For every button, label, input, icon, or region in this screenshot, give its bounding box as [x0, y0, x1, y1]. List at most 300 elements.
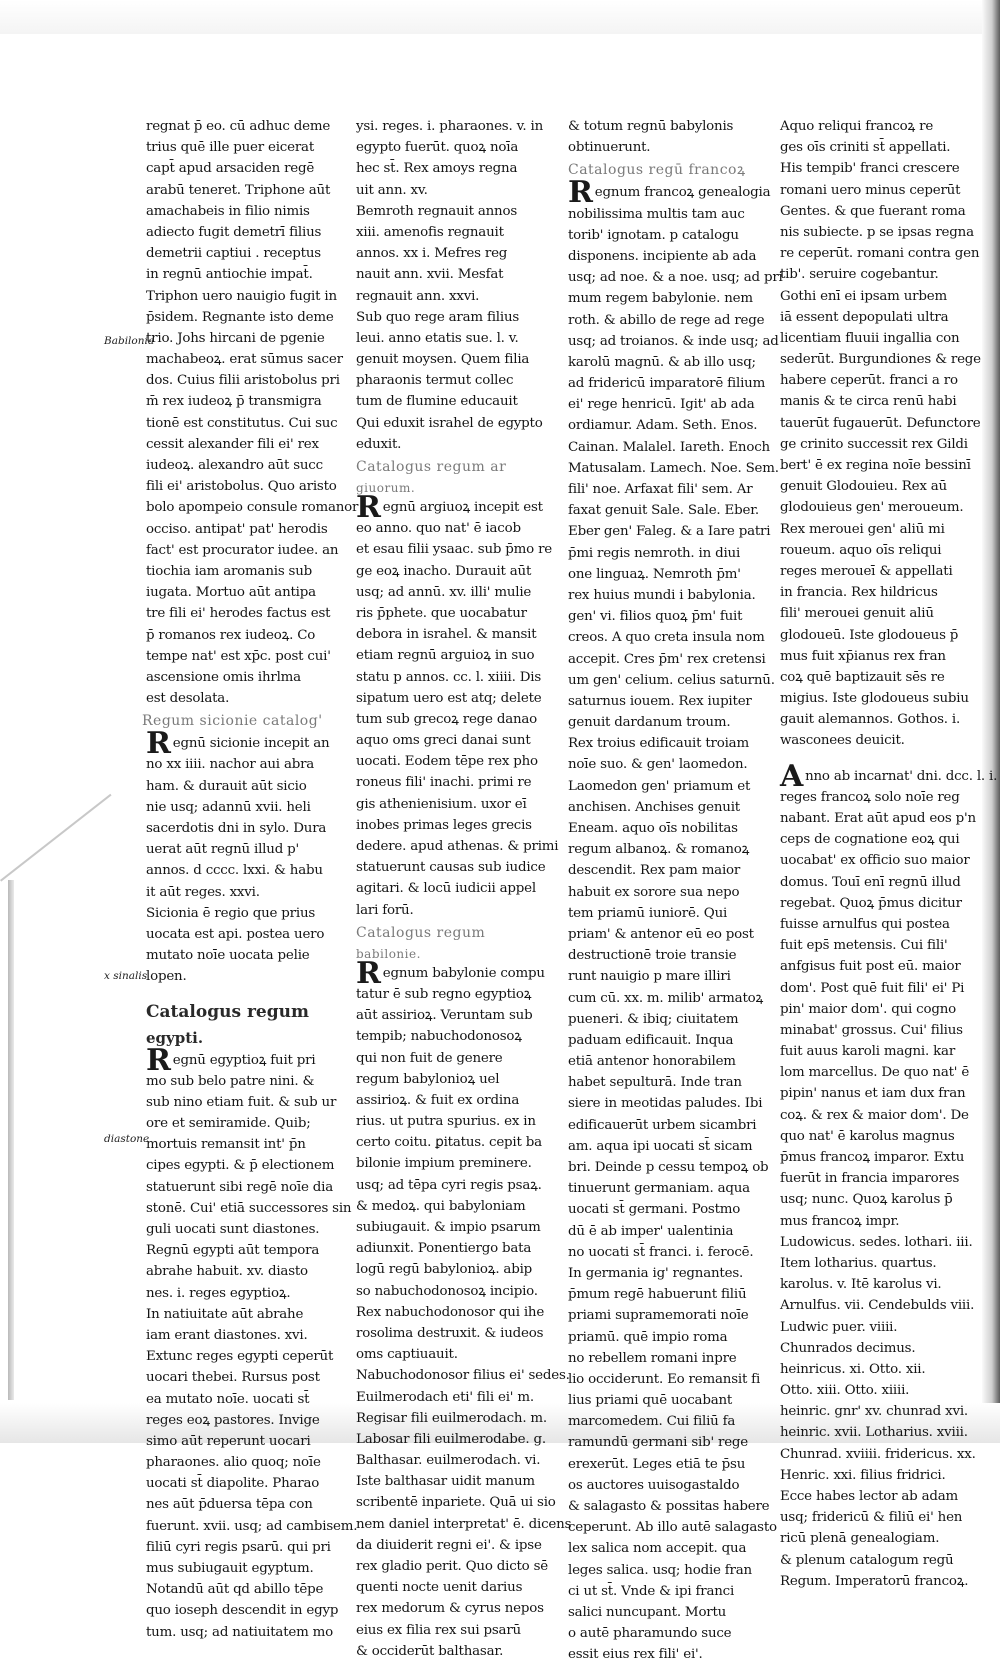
manuscript-line: dom'. Post quē fuit fili' ei' Pi: [780, 980, 965, 996]
margin-note-sinalis: x sinalis: [104, 970, 148, 982]
manuscript-line: Ludwic puer. viiii.: [780, 1319, 898, 1335]
manuscript-line: minabat' grossus. Cui' filius: [780, 1022, 963, 1038]
manuscript-line: Laomedon gen' priamum et: [568, 778, 751, 794]
manuscript-line: tum de flumine educauit: [356, 394, 518, 410]
manuscript-line: no rebellem romani inpre: [568, 1350, 737, 1366]
manuscript-line: tauerūt fugauerūt. Defunctore: [780, 415, 981, 431]
manuscript-line: p̄mum regē habuerunt filiū: [568, 1287, 747, 1303]
manuscript-line: faxat genuit Sale. Sale. Eber.: [568, 503, 759, 519]
manuscript-line: genuit moysen. Quem filia: [356, 352, 530, 368]
heading-catalogus-francorum: Catalogus regū francoꝝ: [568, 162, 746, 179]
manuscript-line: uocabat' ex officio suo maior: [780, 853, 970, 869]
manuscript-line: Notandū aūt qd abillo tēpe: [146, 1582, 324, 1598]
manuscript-line: ris p̄phete. que uocabatur: [356, 605, 527, 621]
manuscript-line: karolus. v. Itē karolus vi.: [780, 1277, 942, 1293]
manuscript-line: edificauerūt urbem sicambri: [568, 1117, 757, 1133]
manuscript-line: Extunc reges egypti ceperūt: [146, 1349, 334, 1365]
manuscript-line: in francia. Rex hildricus: [780, 585, 938, 601]
manuscript-line: torib' ignotam. p catalogu: [568, 227, 739, 243]
manuscript-line: gen' vi. filios quoꝝ p̄m' fuit: [568, 609, 743, 625]
manuscript-line: Chunrados decimus.: [780, 1340, 916, 1356]
manuscript-line: roneus fili' inachi. primi re: [356, 775, 532, 791]
manuscript-line-text: egnū egyptioꝝ fuit pri: [172, 1052, 316, 1068]
decorated-initial: A: [780, 758, 804, 794]
manuscript-line: [568, 175, 771, 211]
manuscript-line: fact' est procurator iudee. an: [146, 542, 339, 558]
manuscript-line: anchisen. Anchises genuit: [568, 799, 740, 815]
manuscript-line: leges salica. usq; hodie fran: [568, 1562, 752, 1578]
manuscript-line: so nabuchodonosoꝝ incipio.: [356, 1283, 538, 1299]
manuscript-line: salici nuncupant. Mortu: [568, 1604, 727, 1620]
manuscript-line: regnauit ann. xxvi.: [356, 288, 480, 304]
manuscript-line: Eneam. aquo oīs nobilitas: [568, 821, 738, 836]
manuscript-line: Gentes. & que fuerant roma: [780, 203, 966, 219]
manuscript-line: pharaones. alio quoq; noīe: [146, 1455, 321, 1471]
manuscript-line: quo ioseph descendit in egyp: [146, 1603, 339, 1619]
text-column-1: [142, 116, 359, 1643]
manuscript-line: [356, 955, 554, 991]
manuscript-line: Henric. xxi. filius fridrici.: [780, 1467, 946, 1483]
manuscript-line: genuit dardanum troum.: [568, 715, 731, 731]
manuscript-line: mus fuit xp̄ianus rex fran: [780, 648, 946, 664]
manuscript-line: cipes egypti. & p̄ electionem: [146, 1158, 335, 1174]
manuscript-line: marcomedem. Cui filiū fa: [568, 1414, 736, 1430]
manuscript-line: nes. i. reges egyptioꝝ.: [146, 1285, 291, 1301]
manuscript-line: uocati st̄ diapolite. Pharao: [146, 1476, 320, 1492]
manuscript-line: lopen.: [146, 969, 187, 985]
manuscript-line: mo sub belo patre nini. &: [146, 1073, 315, 1089]
manuscript-line: iam erant diastones. xvi.: [146, 1327, 308, 1343]
manuscript-line: it aūt reges. xxvi.: [146, 884, 260, 900]
manuscript-line: tatur ē sub regno egyptioꝝ: [356, 986, 532, 1002]
manuscript-line: bolo apompeio consule romanor: [146, 500, 359, 516]
manuscript-line: Gothi enī ei ipsam urbem: [780, 288, 947, 304]
manuscript-line: gis athenienisium. uxor eī: [356, 796, 527, 812]
margin-note-diastone: diastone: [104, 1133, 150, 1145]
manuscript-line: Iste balthasar uidit manum: [356, 1474, 535, 1490]
manuscript-line: abrahe habuit. xv. diasto: [146, 1264, 308, 1280]
manuscript-line: mortuis remansit int' p̄n: [146, 1137, 306, 1153]
manuscript-line: usq; ad noe. & a noe. usq; ad pri: [568, 270, 783, 286]
manuscript-line: leui. anno etatis sue. l. v.: [356, 330, 519, 346]
manuscript-line: fili' noe. Arfaxat fili' sem. Ar: [568, 482, 753, 497]
manuscript-line: mus subiugauit egyptum.: [146, 1561, 314, 1576]
manuscript-line: Sicionia ē regio que prius: [146, 905, 316, 921]
decorated-initial: R: [146, 726, 171, 762]
col4-block-a: [780, 116, 981, 752]
manuscript-line: statu p annos. cc. l. xiiii. Dis: [356, 669, 541, 685]
manuscript-line: [146, 726, 348, 762]
manuscript-line: dos. Cuius filii aristobolus pri: [146, 373, 340, 389]
margin-note-babilonia: Babilonia: [104, 335, 155, 347]
manuscript-line: statuerunt sibi regē noīe dia: [146, 1179, 333, 1195]
manuscript-line: Arnulfus. vii. Cendebulds viii.: [780, 1298, 975, 1314]
manuscript-line: ham. & durauit aūt sicio: [146, 778, 307, 794]
manuscript-line: usq; ad tēpa cyri regis psaꝝ.: [356, 1177, 542, 1193]
manuscript-line: est desolata.: [146, 691, 230, 707]
manuscript-line: pipin' nanus et iam dux fran: [780, 1086, 966, 1102]
manuscript-line: adiunxit. Ponentiergo bata: [356, 1241, 532, 1257]
manuscript-line: habuit ex sorore sua nepo: [568, 884, 740, 900]
manuscript-line: rosolima destruxit. & iudeos: [356, 1325, 544, 1341]
manuscript-line: & totum regnū babylonis: [568, 119, 734, 134]
manuscript-line-text: egnum babylonie compu: [382, 965, 545, 981]
manuscript-line: gauit alemannos. Gothos. i.: [780, 712, 961, 728]
manuscript-line: In germania ig' regnantes.: [568, 1265, 744, 1281]
manuscript-line: nauit ann. xvii. Mesfat: [356, 267, 504, 283]
page-edge-right: [982, 0, 1000, 1443]
heading-catalogus-argiuorum-2: giuorum.: [356, 481, 416, 495]
manuscript-line: debora in israhel. & mansit: [356, 627, 537, 643]
manuscript-line: fili ei' aristobolus. Quo aristo: [146, 479, 337, 495]
manuscript-line: Euilmerodach eti' fili ei' m.: [356, 1389, 534, 1405]
manuscript-line: usq; ad annū. xv. illi' mulie: [356, 584, 532, 600]
manuscript-line: m̄ rex iudeoꝝ p̄ transmigra: [146, 394, 322, 410]
manuscript-line: His tempib' franci crescere: [780, 161, 960, 177]
manuscript-line: tem priamū iuniorē. Qui: [568, 905, 728, 921]
heading-catalogus-babilonie-2: babilonie.: [356, 946, 421, 961]
heading-catalogus-egypti: Catalogus regum: [146, 1001, 309, 1022]
manuscript-line: fili' merouei genuit aliū: [780, 606, 934, 622]
heading-regum-sicionie: Regum sicionie catalog': [142, 713, 323, 730]
manuscript-line: romani uero minus ceperūt: [780, 182, 961, 198]
col3-block-b: [568, 175, 783, 1665]
manuscript-line: no xx iiii. nachor aui abra: [146, 757, 315, 773]
manuscript-line: rex medorum & cyrus nepos: [356, 1601, 544, 1617]
manuscript-line: Rex troius edificauit troiam: [568, 736, 749, 752]
col3-block-a: [568, 116, 768, 158]
manuscript-line: filiū cyri regis psarū. qui pri: [146, 1539, 331, 1555]
manuscript-line: mum regem babylonie. nem: [568, 291, 753, 307]
manuscript-line: fuit auus karoli magni. kar: [780, 1044, 956, 1060]
manuscript-line: nis subiecte. p se ipsas regna: [780, 224, 974, 240]
manuscript-line: disponens. incipiente ab ada: [568, 248, 757, 264]
manuscript-line: obtinuerunt.: [568, 140, 651, 156]
manuscript-line: roth. & abillo de rege ad rege: [568, 312, 765, 328]
manuscript-line: o autē pharamundo suce: [568, 1626, 732, 1642]
manuscript-line: heinric. xvii. Lotharius. xviii.: [780, 1425, 968, 1441]
manuscript-line-text: nno ab incarnat' dni. dcc. l. i.: [805, 768, 998, 784]
col2-block-c: [356, 955, 572, 1662]
manuscript-line: usq; nunc. Quoꝝ karolus p̄: [780, 1192, 953, 1208]
col1-block-c: [146, 1042, 358, 1643]
manuscript-line: hec st̄. Rex amoys regna: [356, 161, 518, 177]
manuscript-line: arabū teneret. Triphone aūt: [146, 182, 331, 198]
col1-block-b: [146, 726, 348, 987]
manuscript-line: uerat aūt regnū illud p': [146, 842, 299, 858]
manuscript-line: dedere. apud athenas. & primi: [356, 839, 559, 854]
manuscript-line: lom marcellus. De quo nat' ē: [780, 1065, 970, 1081]
manuscript-line: roueum. aquo oīs reliqui: [780, 542, 942, 558]
manuscript-line: trio. Johs hircani de pgenie: [146, 330, 325, 346]
manuscript-line: uocari thebei. Rursus post: [146, 1370, 320, 1386]
manuscript-line: ordiamur. Adam. Seth. Enos.: [568, 418, 758, 434]
manuscript-line: uocata est api. postea uero: [146, 926, 325, 942]
decorated-initial: R: [356, 955, 381, 991]
heading-catalogus-argiuorum: Catalogus regum ar: [356, 459, 507, 475]
manuscript-line: reges meroueī & appellati: [780, 563, 953, 579]
manuscript-line: habere ceperūt. franci a ro: [780, 373, 958, 389]
manuscript-line: pharaonis termut collec: [356, 373, 514, 389]
manuscript-line: ceperunt. Ab illo autē salagasto: [568, 1520, 777, 1536]
manuscript-line: & medoꝝ. qui babyloniam: [356, 1198, 526, 1214]
manuscript-line: in regnū antiochie impat̄.: [146, 267, 313, 283]
manuscript-line: & plenum catalogum regū: [780, 1552, 954, 1568]
manuscript-line: ge crinito successit rex Gildi: [780, 436, 968, 452]
fold-crease: [0, 794, 112, 882]
manuscript-line: tionē est constitutus. Cui suc: [146, 415, 338, 431]
manuscript-line: simo aūt reperunt uocari: [146, 1433, 311, 1449]
manuscript-line: Cainan. Malalel. Iareth. Enoch: [568, 439, 770, 455]
manuscript-line: inobes primas leges grecis: [356, 817, 532, 833]
manuscript-line: p̄mus francoꝝ imparor. Extu: [780, 1150, 965, 1165]
manuscript-line: Triphon uero nauigio fugit in: [146, 288, 337, 304]
manuscript-line: coꝝ. & rex & maior dom'. De: [780, 1107, 969, 1123]
manuscript-line: sipatum uero est atq; delete: [356, 690, 542, 706]
manuscript-line: reges eoꝝ pastores. Invige: [146, 1412, 320, 1428]
manuscript-line: migius. Iste glodoueus subiu: [780, 691, 969, 707]
col2-block-a: [356, 116, 554, 455]
manuscript-line: descendit. Rex pam maior: [568, 863, 741, 879]
manuscript-line: [356, 490, 554, 525]
manuscript-line: nes aūt p̄duersa tēpa con: [146, 1497, 313, 1513]
manuscript-line: priamū. quē impio roma: [568, 1329, 728, 1345]
manuscript-line: sacerdotis dni in sylo. Dura: [146, 821, 327, 836]
manuscript-line: tib'. seruire cogebantur.: [780, 267, 939, 283]
manuscript-line: pueneri. & ibiq; ciuitatem: [568, 1011, 739, 1027]
manuscript-line: Chunrad. xviiii. fridericus. xx.: [780, 1446, 976, 1462]
manuscript-line: anfgisus fuit post eū. maior: [780, 959, 961, 975]
manuscript-line: tempe nat' est xp̄c. post cui': [146, 648, 331, 664]
page-edge-top: [0, 0, 1000, 34]
manuscript-line: uocati. Eodem tēpe rex pho: [356, 754, 538, 770]
manuscript-line: p̄sidem. Regnante isto deme: [146, 309, 334, 325]
manuscript-line: tempib; nabuchodonosoꝝ: [356, 1029, 522, 1045]
manuscript-line: Qui eduxit israhel de egypto: [356, 415, 543, 431]
manuscript-line: rex gladio perit. Quo dicto sē: [356, 1559, 548, 1574]
manuscript-line: domus. Touī enī regnū illud: [780, 874, 961, 890]
manuscript-line: tre fili ei' herodes factus est: [146, 606, 331, 622]
manuscript-line: adiecto fugit demetrī filius: [146, 224, 322, 240]
manuscript-line: essit eius rex fili' ei'.: [568, 1647, 703, 1663]
manuscript-line: eo anno. quo nat' ē iacob: [356, 521, 521, 537]
manuscript-line: Otto. xiii. Otto. xiiii.: [780, 1383, 910, 1399]
manuscript-line: annos. d cccc. lxxi. & habu: [146, 863, 323, 879]
manuscript-line: uocati st̄ germani. Postmo: [568, 1202, 741, 1218]
manuscript-line: regum babylonioꝝ uel: [356, 1071, 500, 1087]
manuscript-line: karolū magnū. & ab illo usq;: [568, 354, 756, 370]
manuscript-line: Matusalam. Lamech. Noe. Sem.: [568, 460, 779, 476]
manuscript-line: capt̄ apud arsaciden regē: [146, 161, 315, 177]
manuscript-line: certo coitu. ꝑitatus. cepit ba: [356, 1135, 542, 1151]
manuscript-line: egypto fuerūt. quoꝝ noīa: [356, 140, 519, 156]
manuscript-line: regnat p̄ eo. cū adhuc deme: [146, 119, 331, 134]
manuscript-line: cum cū. xx. m. milib' armatoꝝ: [568, 990, 764, 1006]
manuscript-line: In natiuitate aūt abrahe: [146, 1306, 304, 1322]
manuscript-line: sederūt. Burgundiones & rege: [780, 352, 981, 368]
manuscript-line: coꝝ quē baptizauit sēs re: [780, 669, 945, 685]
manuscript-line: uit ann. xv.: [356, 182, 428, 198]
manuscript-line: heinric. gnr' xv. chunrad xvi.: [780, 1404, 968, 1420]
manuscript-line: Regnū egypti aūt tempora: [146, 1243, 320, 1259]
manuscript-line: & occiderūt balthasar.: [356, 1643, 504, 1659]
manuscript-line: noīe suo. & gen' laomedon.: [568, 757, 748, 773]
col2-block-b: [356, 490, 559, 921]
manuscript-line: regum albanoꝝ. & romanoꝝ: [568, 842, 750, 858]
manuscript-line-text: egnū sicionie incepit an: [172, 736, 330, 752]
manuscript-line: qui non fuit de genere: [356, 1050, 503, 1066]
heading-catalogus-babilonie: Catalogus regum: [356, 924, 486, 941]
manuscript-line: assirioꝝ. & fuit ex ordina: [356, 1092, 520, 1108]
manuscript-line: paduam edificauit. Inqua: [568, 1032, 734, 1048]
manuscript-line: rex huius mundi i babylonia.: [568, 587, 756, 603]
manuscript-line: Rex merouei gen' aliū mi: [780, 521, 945, 537]
manuscript-line: lari forū.: [356, 902, 414, 918]
manuscript-line: ysi. reges. i. pharaones. v. in: [356, 119, 543, 134]
manuscript-line: wasconees deuicit.: [780, 733, 905, 749]
manuscript-line: ges oīs criniti st̄ appellati.: [780, 140, 951, 156]
manuscript-line: Sub quo rege aram filius: [356, 309, 520, 325]
manuscript-line: Rex nabuchodonosor qui ihe: [356, 1304, 545, 1320]
manuscript-line: genuit Glodouieu. Rex aū: [780, 479, 947, 495]
manuscript-line: am. aqua ipi uocati st̄ sicam: [568, 1138, 753, 1154]
manuscript-line: usq; fridericū & filiū ei' hen: [780, 1510, 963, 1526]
manuscript-line: tum. usq; ad natiuitatem mo: [146, 1624, 334, 1640]
manuscript-line: bert' ē ex regina noīe bessinī: [780, 458, 971, 473]
manuscript-line: p̄ romanos rex iudeoꝝ. Co: [146, 627, 316, 643]
manuscript-line: saturnus iouem. Rex iupiter: [568, 693, 752, 709]
manuscript-line: fuit eps̄ metensis. Cui fili': [780, 938, 948, 954]
manuscript-line: ea mutato noīe. uocati st̄: [146, 1391, 310, 1407]
manuscript-line: ore et semiramide. Quib;: [146, 1116, 311, 1132]
manuscript-line: one linguaꝝ. Nemroth p̄m': [568, 566, 741, 582]
manuscript-line: eduxit.: [356, 436, 402, 452]
manuscript-line: ge eoꝝ inacho. Durauit aūt: [356, 563, 532, 579]
manuscript-line: Nabuchodonosor filius ei' sedes.: [356, 1368, 570, 1384]
heading-catalogus-egypti-2: egypti.: [146, 1028, 204, 1047]
manuscript-line: aūt assirioꝝ. Veruntam sub: [356, 1008, 533, 1024]
decorated-initial: R: [568, 175, 593, 211]
manuscript-line: lio occiderunt. Eo remansit fi: [568, 1371, 761, 1387]
manuscript-line: aquo oms greci danai sunt: [356, 733, 531, 749]
manuscript-line-text: egnum francoꝝ genealogia: [594, 185, 771, 201]
manuscript-line: Regum. Imperatorū francoꝝ.: [780, 1573, 969, 1589]
manuscript-line: Ecce habes lector ab adam: [780, 1489, 959, 1504]
manuscript-line: siere in meotidas paludes. Ibi: [568, 1096, 763, 1112]
manuscript-line: subiugauit. & impio psarum: [356, 1220, 541, 1235]
manuscript-line: xiii. amenofis regnauit: [356, 224, 504, 240]
manuscript-line: accepit. Cres p̄m' rex cretensi: [568, 651, 766, 667]
manuscript-line: guli uocati sunt diastones.: [146, 1222, 320, 1237]
manuscript-line: cessit alexander fili ei' rex: [146, 436, 319, 452]
manuscript-line: lius priami quē uocabant: [568, 1393, 733, 1409]
manuscript-line: usq; ad troianos. & inde usq; ad: [568, 333, 779, 349]
text-column-4: [780, 116, 998, 1592]
manuscript-line: os auctores uuisogastaldo: [568, 1477, 740, 1493]
manuscript-line: Regisar fili euilmerodach. m.: [356, 1410, 547, 1426]
manuscript-line: trius quē ille puer eicerat: [146, 140, 314, 156]
manuscript-line: quenti nocte uenit darius: [356, 1580, 523, 1596]
manuscript-line: no uocati st̄ franci. i. ferocē.: [568, 1244, 754, 1260]
manuscript-line: tum sub grecoꝝ rege danao: [356, 711, 538, 727]
manuscript-line: re ceperūt. romani contra gen: [780, 246, 980, 262]
manuscript-line: iugata. Mortuo aūt antipa: [146, 585, 316, 601]
manuscript-line: priami supramemorati noīe: [568, 1308, 749, 1324]
manuscript-line: destructionē troie transie: [568, 948, 737, 964]
manuscript-line: bilonie impium preminere.: [356, 1156, 532, 1172]
manuscript-line: licentiam fluuii ingallia con: [780, 330, 960, 346]
manuscript-line: [146, 1042, 348, 1078]
manuscript-line: heinricus. xi. Otto. xii.: [780, 1361, 926, 1377]
manuscript-line: pin' maior dom'. qui cogno: [780, 1001, 956, 1017]
manuscript-line: Eber gen' Faleg. & a Iare patri: [568, 524, 771, 540]
manuscript-line: statuerunt causas sub iudice: [356, 860, 546, 876]
manuscript-line: annos. xx i. Mefres reg: [356, 246, 508, 262]
binding-gutter: [8, 880, 14, 1400]
manuscript-line: quo nat' ē karolus magnus: [780, 1128, 955, 1144]
manuscript-line: nem daniel interpretat' ē. dicens: [356, 1516, 572, 1532]
manuscript-line: rius. ut putra spurius. ex in: [356, 1114, 536, 1130]
manuscript-line: fuerūt in francia imparores: [780, 1171, 960, 1187]
manuscript-line: creos. A quo creta insula nom: [568, 630, 765, 646]
manuscript-line: ceps de cognatione eoꝝ qui: [780, 832, 960, 848]
manuscript-line: iā essent depopulati ultra: [780, 309, 949, 325]
manuscript-line: runt nauigio p mare illiri: [568, 969, 731, 985]
manuscript-line: dū ē ab imper' ualentinia: [568, 1223, 734, 1239]
manuscript-line: sub nino etiam fuit. & sub ur: [146, 1094, 337, 1110]
manuscript-line: um gen' celium. celius saturnū.: [568, 672, 775, 688]
manuscript-line: mutato noīe uocata pelie: [146, 948, 310, 964]
manuscript-line: tiochia iam aromanis sub: [146, 563, 313, 579]
col1-block-a: [146, 116, 359, 709]
manuscript-line: eius ex filia rex sui psarū: [356, 1622, 521, 1638]
manuscript-line: ci ut st̄. Vnde & ipi franci: [568, 1583, 735, 1599]
manuscript-line: ramundū germani sib' rege: [568, 1435, 749, 1451]
manuscript-line-text: egnū argiuoꝝ incepit est: [382, 500, 543, 515]
manuscript-line: iudeoꝝ. alexandro aūt succ: [146, 458, 323, 473]
manuscript-line: erexerūt. Leges etiā te p̄su: [568, 1456, 746, 1472]
manuscript-line: demetrii captiui . receptus: [146, 246, 321, 262]
manuscript-line: reges francoꝝ solo noīe reg: [780, 789, 960, 805]
text-column-3: [568, 116, 783, 1666]
manuscript-line: Ludowicus. sedes. lothari. iii.: [780, 1234, 973, 1250]
manuscript-line: p̄mi regis nemroth. in diui: [568, 545, 741, 561]
manuscript-line: & salagasto & possitas habere: [568, 1499, 770, 1514]
manuscript-line: manis & te circa renū habi: [780, 394, 957, 410]
manuscript-line: amachabeis in filio nimis: [146, 203, 310, 219]
manuscript-line: machabeoꝝ. erat sūmus sacer: [146, 352, 343, 368]
manuscript-line: nabant. Erat aūt apud eos p'n: [780, 811, 976, 826]
manuscript-line: lex salica nom accepit. qua: [568, 1541, 747, 1557]
manuscript-line: occiso. antipat' pat' herodis: [146, 521, 328, 537]
manuscript-line: mus francoꝝ impr.: [780, 1213, 900, 1229]
manuscript-line: ei' rege henricū. Igit' ab ada: [568, 397, 755, 413]
manuscript-line: Bemroth regnauit annos: [356, 203, 518, 219]
manuscript-line: priam' & antenor eū eo post: [568, 926, 754, 942]
manuscript-line: regebat. Quoꝝ p̄mus dicitur: [780, 895, 962, 911]
manuscript-line: et esau filii ysaac. sub p̄mo re: [356, 542, 553, 558]
manuscript-line: scribentē inpariete. Quā ui sio: [356, 1495, 556, 1511]
manuscript-line: Labosar fili euilmerodabe. g.: [356, 1431, 546, 1447]
manuscript-line: Item lotharius. quartus.: [780, 1255, 937, 1271]
manuscript-line: ad fridericū imparatorē filium: [568, 376, 766, 392]
manuscript-line: stonē. Cui' etiā successores sin: [146, 1200, 352, 1216]
manuscript-line: habet sepulturā. Inde tran: [568, 1075, 742, 1091]
text-column-2: [356, 116, 572, 1662]
manuscript-line: tinuerunt germaniam. aqua: [568, 1181, 750, 1197]
manuscript-line: da diuiderit regni ei'. & ipse: [356, 1537, 542, 1553]
manuscript-line: [780, 758, 998, 794]
